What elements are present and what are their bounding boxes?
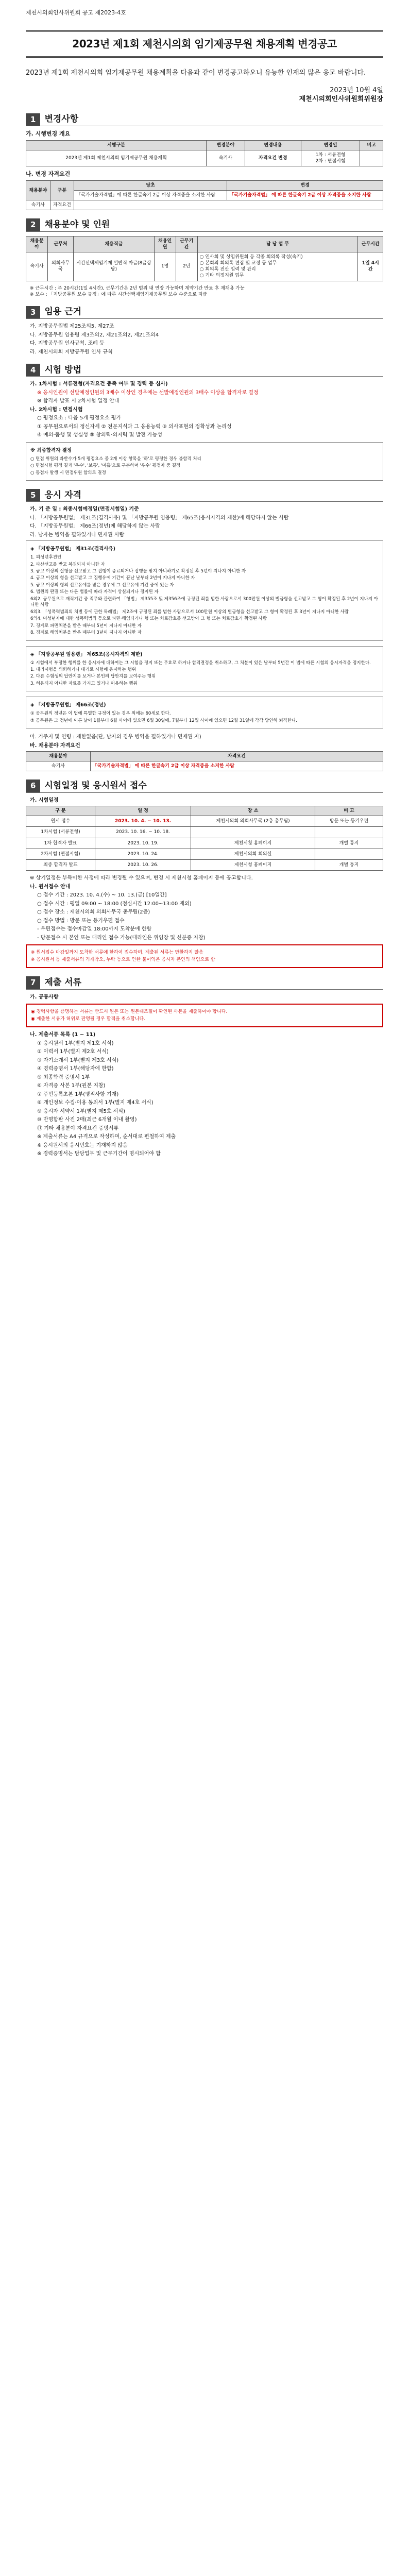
section-title: 제출 서류 (44, 977, 82, 988)
table-cell (360, 150, 383, 166)
table-cell: 제천시의회 의회사무국 (2층 총무팀) (191, 816, 315, 827)
box-line: 1. 피성년후견인 (30, 555, 62, 561)
section-3-header (26, 306, 383, 319)
box-line: 3. 금고 이상의 실형을 선고받고 그 집행이 종료되거나 집행을 받지 아니하기로 확정된 후 5년이 지나지 아니한 자 (30, 569, 246, 574)
table-cell: 의회사무국 (47, 252, 73, 281)
box-title: ※ 최종합격자 결정 (30, 447, 72, 453)
box-line: 3. 허용되지 아니한 자료를 가지고 있거나 이용하는 행위 (30, 681, 138, 686)
box-line: ② 공무원은 그 정년에 이른 날이 1월부터 6월 사이에 있으면 6월 30일에, 7월부터 12월 사이에 있으면 12월 31일에 각각 당연히 퇴직한다. (30, 718, 297, 723)
box-line: 8. 징계로 해임처분을 받은 때부터 3년이 지나지 아니한 자 (30, 630, 142, 636)
table-header: 변경내용 (245, 140, 301, 150)
table-cell: 1일 4시간 (358, 252, 383, 281)
table-header: 비 고 (315, 806, 383, 816)
basis-line: 다. 지방공무원 인사규칙, 조례 등 (30, 341, 105, 347)
application-line: ○ 접수 장소 : 제천시의회 의회사무국 총무팀(2층) (37, 909, 150, 915)
table-cell: 제천시청 홈페이지 (191, 859, 315, 870)
table-header: 채용분야 (26, 180, 50, 200)
table-cell: 원서 접수 (26, 816, 95, 827)
section-title: 채용분야 및 인원 (44, 219, 110, 230)
disqualification-box (26, 540, 383, 640)
section-number: 1 (26, 113, 40, 126)
document-item: ② 이력서 1부(별지 제2호 서식) (37, 1049, 109, 1055)
table-cell: 「국가기술자격법」에 따른 한글속기 2급 이상 자격증을 소지한 사람 (74, 191, 227, 200)
application-title: 나. 원서접수 안내 (30, 884, 71, 890)
box-line: 5. 금고 이상의 형의 선고유예를 받은 경우에 그 선고유예 기간 중에 있는 자 (30, 582, 174, 588)
table-header: 변경일 (301, 140, 360, 150)
box-line: 2. 다른 수험생의 답안지를 보거나 본인의 답안지를 보여주는 행위 (30, 674, 156, 680)
table-cell: 1차 합격자 발표 (26, 838, 95, 849)
box-line: ① 시험에서 부정한 행위를 한 응시자에 대하여는 그 시험을 정지 또는 무효로 하거나 합격결정을 취소하고, 그 처분이 있은 날부터 5년간 이 법에 따른 시험의 응시자격을 정지한다. (30, 660, 371, 666)
eligibility-line: 가. 기 준 일 : 최종시험예정일(면접시험일) 기준 (30, 506, 139, 513)
table-cell: 「국가기술자격법」 에 따른 한글속기 2급 이상 자격증을 소지한 사람 (90, 761, 383, 771)
recruit-table (26, 236, 383, 281)
section-title: 시험 방법 (44, 364, 82, 375)
exam-line: ※ 합격자 발표 시 2차시험 일정 안내 (37, 398, 120, 404)
box-line: 6의2. 공무원으로 재직기간 중 직무와 관련하여 「형법」 제355조 및 제356조에 규정된 죄를 범한 사람으로서 300만원 이상의 벌금형을 선고받고 그 형이 확정된 후 2년이 지나지 아니한 사람 (30, 596, 378, 608)
documents-common-title: 가. 공통사항 (30, 994, 59, 1000)
section-title: 응시 자격 (44, 489, 82, 500)
table-header: 장 소 (191, 806, 315, 816)
table-cell: 2023. 10. 24. (95, 849, 191, 859)
subsection-title: 가. 시행변경 개요 (26, 130, 71, 137)
document-note: ※ 경력증명서는 담당업무 및 근무기간이 명시되어야 함 (37, 1151, 161, 1157)
document-item: ⑦ 주민등록초본 1부(병적사항 기재) (37, 1091, 119, 1097)
table-header: 채용분야 (26, 752, 91, 761)
eligibility-line: 라. 남자는 병역을 필하였거나 면제된 사람 (30, 532, 125, 538)
table-cell: 속기사 (207, 150, 245, 166)
section-1-header (26, 113, 383, 126)
schedule-note: ※ 상기일정은 부득이한 사정에 따라 변경될 수 있으며, 변경 시 제천시청 홈페이지 등에 공고합니다. (30, 875, 253, 881)
page-title: 2023년 제1회 제천시의회 임기제공무원 채용계획 변경공고 (26, 30, 383, 58)
table-cell (315, 849, 383, 859)
schedule-title: 가. 시험일정 (30, 797, 59, 803)
table-cell: 자격요건 (50, 200, 74, 210)
section-6-header (26, 779, 383, 792)
box-line: ① 공무원의 정년은 이 법에 특별한 규정이 있는 경우 외에는 60세로 한다. (30, 711, 171, 717)
table-cell: ○ 인사회 및 상임위원회 등 각종 회의록 작성(속기) ○ 본회의 회의록 편집 및 교정 등 업무 ○ 회의록 전산 입력 및 관리 ○ 기타 의정지원 업무 (197, 252, 358, 281)
document-item: ⑥ 자격증 사본 1부(원본 지참) (37, 1083, 106, 1089)
section-number: 5 (26, 489, 40, 501)
table-cell: 시간선택제임기제 일반직 마급(8급상당) (74, 252, 155, 281)
document-item: ③ 자기소개서 1부(별지 제3호 서식) (37, 1057, 119, 1063)
table-cell: 개별 통지 (315, 838, 383, 849)
notice-line: ※ 원서접수 마감일까지 도착한 서류에 한하여 접수하며, 제출된 서류는 반환하지 않음 (31, 950, 203, 955)
table-header: 근무처 (47, 236, 73, 252)
table-header: 구분 (50, 180, 74, 200)
table-header: 시행구분 (26, 140, 207, 150)
table-cell: 1차시험 (서류전형) (26, 827, 95, 838)
field-qualification-table (26, 751, 383, 771)
box-line: 6의3. 「성폭력범죄의 처벌 등에 관한 특례법」 제2조에 규정된 죄를 범한 사람으로서 100만원 이상의 벌금형을 선고받고 그 형이 확정된 후 3년이 지나지 아니한 사람 (30, 609, 349, 615)
section-number: 7 (26, 976, 40, 989)
exam-line: ④ 예의·품행 및 성실성 ⑤ 창의력·의지력 및 발전 가능성 (37, 432, 162, 438)
table-header: 담 당 업 무 (197, 236, 358, 252)
section-7-header (26, 976, 383, 989)
table-header: 당초 (74, 180, 227, 190)
document-note: ※ 응시원서의 응시번호는 기재하지 않음 (37, 1142, 128, 1148)
document-note: ※ 제출서류는 A4 규격으로 작성하며, 순서대로 편철하여 제출 (37, 1134, 176, 1140)
box-line: 4. 금고 이상의 형을 선고받고 그 집행유예 기간이 끝난 날부터 2년이 지나지 아니한 자 (30, 575, 195, 581)
box-line: 6. 법원의 판결 또는 다른 법률에 따라 자격이 상실되거나 정지된 자 (30, 589, 159, 595)
application-line: - 우편접수는 접수마감일 18:00까지 도착분에 한함 (37, 926, 152, 932)
table-header: 근무시간 (358, 236, 383, 252)
table-cell: 개별 통지 (315, 859, 383, 870)
section-2-header (26, 218, 383, 231)
table-cell: 속기사 (26, 252, 48, 281)
table-cell: 제천시청 홈페이지 (191, 838, 315, 849)
table-header: 구 분 (26, 806, 95, 816)
exam-stage-title: 가. 1차시험 : 서류전형(자격요건 충족 여부 및 경력 등 심사) (30, 381, 168, 387)
document-item: ⑨ 응시자 서약서 1부(별지 제5호 서식) (37, 1108, 125, 1114)
doc-number: 제천시의회인사위원회 공고 제2023-4호 (26, 9, 126, 16)
announce-date: 2023년 10월 4일 (330, 86, 383, 94)
document-item: ④ 경력증명서 1부(해당자에 한함) (37, 1066, 114, 1072)
table-header: 일 정 (95, 806, 191, 816)
table-cell: 2023. 10. 26. (95, 859, 191, 870)
table-cell: 2023. 10. 19. (95, 838, 191, 849)
eligibility-line: 마. 거주지 및 연령 : 제한없음(단, 남자의 경우 병역을 필하였거나 면제된 자) (30, 734, 201, 740)
table-cell: 제천시의회 회의실 (191, 849, 315, 859)
table-cell: 2023년 제1회 제천시의회 임기제공무원 채용계획 (26, 150, 207, 166)
section-title: 변경사항 (44, 114, 79, 125)
signer: 제천시의회인사위원회위원장 (299, 95, 383, 104)
section-number: 2 (26, 218, 40, 231)
eligibility-line: 다. 「지방공무원법」 제66조(정년)에 해당하지 않는 사람 (30, 523, 160, 530)
table-cell: 속기사 (26, 761, 91, 771)
retirement-box (26, 697, 383, 728)
table-cell: 자격요건 변경 (245, 150, 301, 166)
box-line: ○ 면접 위원의 과반수가 5개 평정요소 중 2개 이상 항목을 '하'로 평정한 경우 불합격 처리 (30, 456, 201, 462)
table-header: 변경 (227, 180, 383, 190)
section-number: 3 (26, 306, 40, 318)
application-line: - 방문접수 시 본인 또는 대리인 접수 가능(대리인은 위임장 및 신분증 지참) (37, 935, 206, 941)
table-cell: 속기사 (26, 200, 50, 210)
table-header: 채용직급 (74, 236, 155, 252)
change-overview-table (26, 140, 383, 166)
basis-line: 나. 지방공무원 임용령 제3조의2, 제21조의2, 제21조의4 (30, 332, 159, 338)
table-header: 채용분야 (26, 236, 48, 252)
box-line: ○ 동점자 발생 시 면접위원 합의로 결정 (30, 470, 106, 476)
table-cell (315, 827, 383, 838)
changed-qualification-table (26, 180, 383, 210)
box-line: 7. 징계로 파면처분을 받은 때부터 5년이 지나지 아니한 자 (30, 623, 142, 629)
section-number: 4 (26, 364, 40, 376)
document-item: ⑪ 기타 채용분야 자격요건 증빙서류 (37, 1125, 118, 1131)
section-number: 6 (26, 779, 40, 792)
box-line: 1. 대리시험을 의뢰하거나 대리로 시험에 응시하는 행위 (30, 667, 136, 672)
table-cell: 「국가기술자격법」 에 따른 한글속기 2급 이상 자격증을 소지한 사람 (227, 191, 383, 200)
exam-stage-title: 나. 2차시험 : 면접시험 (30, 406, 83, 413)
final-decision-box (26, 442, 383, 481)
section-title: 임용 근거 (44, 307, 82, 317)
notice-line: ◉ 경력사항을 증명하는 서류는 반드시 원본 또는 원본대조필이 확인된 사본을 제출하여야 합니다. (31, 1009, 228, 1015)
exam-line: ① 공무원으로서의 정신자세 ② 전문지식과 그 응용능력 ③ 의사표현의 정확성과 논리성 (37, 423, 232, 430)
table-cell: 최종 합격자 발표 (26, 859, 95, 870)
basis-line: 가. 지방공무원법 제25조의5, 제27조 (30, 324, 114, 330)
application-notice-box (26, 944, 383, 968)
table-cell: 2023. 10. 16. ~ 10. 18. (95, 827, 191, 838)
intro-text: 2023년 제1회 제천시의회 임기제공무원 채용계획을 다음과 같이 변경공고하오니 유능한 인재의 많은 응모 바랍니다. (26, 69, 366, 77)
eligibility-line: 바. 채용분야 자격요건 (30, 742, 80, 749)
table-header: 근무기간 (176, 236, 197, 252)
table-cell: 1명 (154, 252, 176, 281)
box-title: ◈ 「지방공무원법」 제31조(결격사유) (30, 546, 115, 552)
application-line: ○ 접수 방법 : 방문 또는 등기우편 접수 (37, 918, 125, 924)
restriction-box (26, 646, 383, 692)
document-item: ① 응시원서 1부(별지 제1호 서식) (37, 1040, 114, 1046)
table-cell: 방문 또는 등기우편 (315, 816, 383, 827)
box-line: 6의4. 미성년자에 대한 성폭력범죄 등으로 파면·해임되거나 형 또는 치료감호를 선고받아 그 형 또는 치료감호가 확정된 사람 (30, 616, 267, 622)
exam-line: ※ 응시인원이 선발예정인원의 3배수 이상인 경우에는 선발예정인원의 3배수 이상을 합격자로 결정 (37, 389, 259, 396)
box-line: 2. 파산선고를 받고 복권되지 아니한 자 (30, 562, 105, 567)
document-item: ⑧ 개인정보 수집·이용 동의서 1부(별지 제4호 서식) (37, 1100, 154, 1106)
table-cell: 2023. 10. 4. ~ 10. 13. (95, 816, 191, 827)
application-line: ○ 접수 기간 : 2023. 10. 4.(수) ~ 10. 13.(금) [10일간] (37, 892, 167, 898)
recruit-note: ※ 근무시간 : 주 20시간(1일 4시간), 근무기간은 2년 범위 내 연장 가능하며 계약기간 만료 후 재채용 가능 ※ 보수 : 「지방공무원 보수 규정」에 따른 시간선택제임기제공무원 보수 수준으로 지급 (30, 285, 245, 297)
table-cell (74, 200, 383, 210)
notice-line: ※ 응시원서 등 제출서류의 기재착오, 누락 등으로 인한 불이익은 응시자 본인의 책임으로 함 (31, 957, 215, 963)
box-title: ◈ 「지방공무원법」 제66조(정년) (30, 702, 106, 708)
section-4-header (26, 364, 383, 377)
table-header: 채용인원 (154, 236, 176, 252)
exam-line: ○ 평정요소 : 다음 5개 평정요소 평가 (37, 415, 122, 421)
table-cell (191, 827, 315, 838)
table-header: 변경분야 (207, 140, 245, 150)
table-header: 비고 (360, 140, 383, 150)
application-line: ○ 접수 시간 : 평일 09:00 ~ 18:00 (점심시간 12:00~13:00 제외) (37, 901, 192, 907)
box-line: ○ 면접시험 평정 결과 '우수', '보통', '미흡'으로 구분하며 '우수' 평정자 중 결정 (30, 463, 181, 469)
document-item: ⑩ 반명함판 사진 2매(최근 6개월 이내 촬영) (37, 1117, 137, 1123)
documents-list-title: 나. 제출서류 목록 (1 ~ 11) (30, 1032, 96, 1038)
basis-line: 라. 제천시의회 지방공무원 인사 규칙 (30, 349, 113, 355)
notice-line: ◉ 제출한 서류가 허위로 판명될 경우 합격을 취소합니다. (31, 1016, 146, 1022)
box-title: ◈ 「지방공무원 임용령」 제65조(응시자격의 제한) (30, 651, 143, 657)
table-cell: 2차시험 (면접시험) (26, 849, 95, 859)
table-header: 자격요건 (90, 752, 383, 761)
table-cell: 1차 : 서류전형 2차 : 면접시험 (301, 150, 360, 166)
schedule-table (26, 806, 383, 871)
section-title: 시험일정 및 응시원서 접수 (44, 781, 147, 791)
table-cell: 2년 (176, 252, 197, 281)
eligibility-line: 나. 「지방공무원법」 제31조(결격사유) 및 「지방공무원 임용령」 제65조(응시자격의 제한)에 해당하지 않는 사람 (30, 515, 289, 521)
document-item: ⑤ 최종학력 증명서 1부 (37, 1074, 90, 1080)
section-5-header (26, 489, 383, 502)
subsection-title: 나. 변경 자격요건 (26, 171, 71, 178)
documents-notice-box (26, 1004, 383, 1027)
